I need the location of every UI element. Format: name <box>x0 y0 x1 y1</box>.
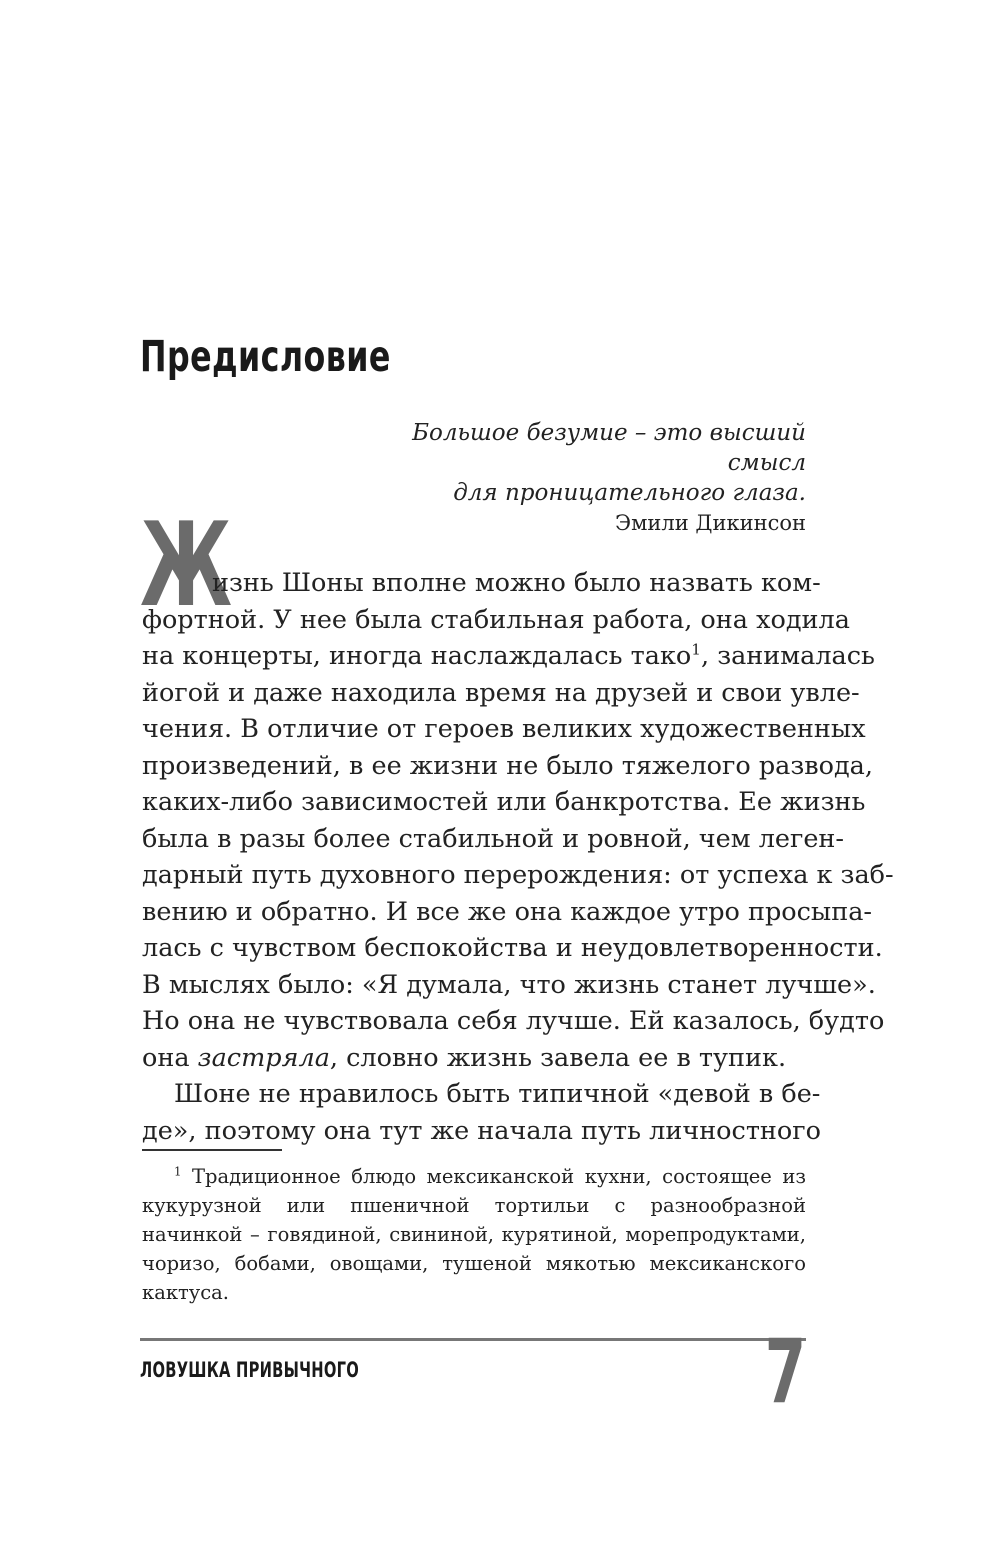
paragraph-2-line: де», поэтому она тут же начала путь личностного <box>142 1115 821 1146</box>
paragraph-1-line: произведений, в ее жизни не было тяжелого развода, <box>142 750 873 781</box>
footnote-divider <box>142 1149 282 1151</box>
footnote-marker: 1 <box>174 1164 182 1179</box>
paragraph-1-line: была в разы более стабильной и ровной, чем леген- <box>142 823 845 854</box>
paragraph-1-line: йогой и даже находила время на друзей и свои увле- <box>142 677 860 708</box>
paragraph-1-line: Но она не чувствовала себя лучше. Ей казалось, будто <box>142 1006 885 1036</box>
paragraph-1-line: В мыслях было: «Я думала, что жизнь станет лучше». <box>142 969 876 1000</box>
epigraph <box>360 418 806 538</box>
paragraph-2-line: Шоне не нравилось быть типичной «девой в бе- <box>174 1079 821 1109</box>
body-text <box>142 565 894 1149</box>
footnote <box>142 1162 806 1307</box>
running-title: ЛОВУШКА ПРИВЫЧНОГО <box>140 1358 360 1382</box>
paragraph-1-line: дарный путь духовного перерождения: от успеха к заб- <box>142 860 894 890</box>
drop-cap: Ж <box>140 498 233 633</box>
page-number: 7 <box>764 1320 806 1423</box>
paragraph-1-line <box>142 638 875 675</box>
footnote-marker-wrap <box>142 1165 181 1188</box>
paragraph-1-line: фортной. У нее была стабильная работа, она ходила <box>142 604 850 635</box>
text-span: на концерты, иногда наслаждалась тако <box>142 641 692 671</box>
text-span: она <box>142 1042 198 1073</box>
paragraph-1-line: чения. В отличие от героев великих художественных <box>142 714 866 744</box>
chapter-title: Предисловие <box>140 332 391 382</box>
epigraph-author: Эмили Дикинсон <box>615 511 806 535</box>
epigraph-quote-line-1: Большое безумие – это высший смысл <box>412 420 806 476</box>
paragraph-1-line: каких-либо зависимостей или банкротства. Ее жизнь <box>142 787 866 817</box>
paragraph-1-line <box>142 1040 806 1077</box>
footnote-reference[interactable]: 1 <box>691 640 701 659</box>
footnote-text: Традиционное блюдо мексиканской кухни, состоящее из кукурузной или пшеничной тортильи с разнообразной начинкой – говядиной, свининой, курятиной, морепродуктами, чоризо, бобами, овощами, тушеной мякотью мексиканского кактуса. <box>142 1165 806 1304</box>
paragraph-1-line: лась с чувством беспокойства и неудовлетворенности. <box>142 933 883 963</box>
footer-divider <box>140 1338 806 1341</box>
emphasis: застряла <box>197 1042 330 1073</box>
text-span: , словно жизнь завела ее в тупик. <box>329 1042 787 1073</box>
paragraph-1-line: изнь Шоны вполне можно было назвать ком- <box>212 568 821 598</box>
epigraph-quote-line-2: для проницательного глаза. <box>453 480 806 506</box>
paragraph-1-line: вению и обратно. И все же она каждое утро просыпа- <box>142 896 873 927</box>
text-span: , занималась <box>700 641 875 671</box>
